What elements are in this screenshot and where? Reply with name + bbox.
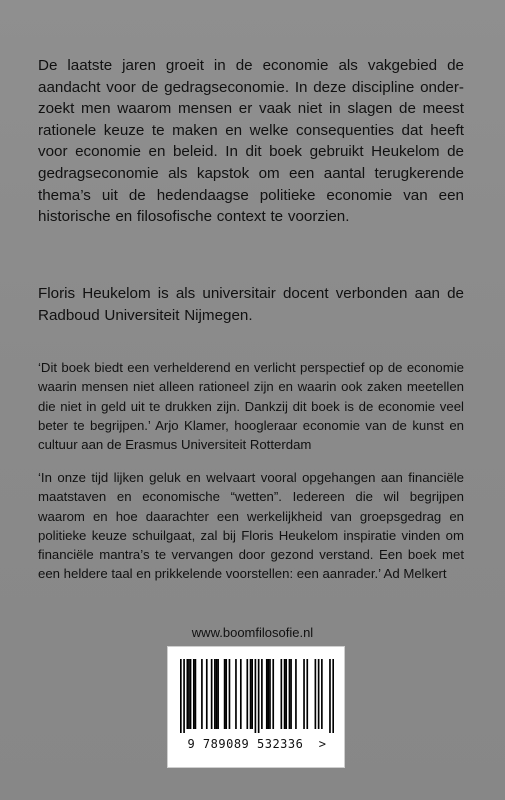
barcode-bar <box>268 659 270 729</box>
barcode-bar <box>180 659 182 733</box>
barcode-bar <box>289 659 291 729</box>
barcode-bar <box>255 659 257 733</box>
barcode-bar <box>246 659 248 729</box>
barcode-bar <box>306 659 308 729</box>
review-quote-klamer: ‘Dit boek biedt een verhelderend en verlicht perspectief op de economie waarin mensen niet alleen rationeel zijn en waarin ook zaken meetellen die niet in geld uit te drukken zijn. Dankzij dit boek is de economie veel beter te begrijpen.’ Arjo Klamer, hoogleraar economie van de kunst en cultuur aan de Erasmus Universiteit Rotterdam <box>38 360 464 453</box>
barcode-bar <box>321 659 323 729</box>
barcode-bar <box>240 659 242 729</box>
barcode-bar <box>190 659 192 729</box>
barcode-bar <box>235 659 237 729</box>
barcode-bar <box>250 659 252 729</box>
barcode-bar <box>188 659 190 729</box>
barcode-bar <box>332 659 334 733</box>
barcode-bar <box>211 659 213 729</box>
barcode-bar <box>214 659 216 729</box>
review-quote-melkert: ‘In onze tijd lijken geluk en welvaart vooral opgehangen aan financiële maatstaven en economische “wetten”. Iedereen die wil begrijpen waarom en hoe daarachter een werkelijkheid van groepsgedrag en politieke keuze schuilgaat, zal bij Floris Heukelom inspiratie vinden om financiële mantra’s te vervangen door gezond verstand. Een boek met een heldere taal en prikkelende voorstellen: een aanrader.’ Ad Melkert <box>38 470 464 582</box>
barcode-bar <box>318 659 320 729</box>
book-summary-paragraph: De laatste jaren groeit in de economie als vakgebied de aandacht voor de gedragseconomie. In deze discipline onder-zoekt men waarom mensen er vaak niet in slagen de meest rationele keuze te maken en welke consequenties dat heeft voor economie en beleid. In dit boek gebruikt Heukelom de gedragseconomie als kapstok om een aantal terugkerende thema’s uit de hedendaagse politieke economie van een historische en filosofische context te voorzien. <box>38 57 464 226</box>
barcode-bar <box>224 659 226 729</box>
barcode-bar <box>284 659 286 729</box>
barcode-bar <box>281 659 283 729</box>
isbn-barcode-label <box>167 646 345 768</box>
barcode-bar <box>193 659 195 729</box>
barcode-bar <box>295 659 297 729</box>
barcode-bar <box>258 659 260 733</box>
barcode-bar <box>206 659 208 729</box>
barcode-bar <box>266 659 268 729</box>
barcode-bar <box>229 659 231 729</box>
barcode-bar <box>216 659 218 729</box>
barcode-bar <box>251 659 253 729</box>
barcode-bar <box>269 659 271 729</box>
barcode-bar <box>303 659 305 729</box>
barcode-bar <box>315 659 317 729</box>
barcode-bar <box>272 659 274 729</box>
barcode-bar <box>329 659 331 733</box>
publisher-website: www.boomfilosofie.nl <box>191 625 314 640</box>
isbn-digits: 9 789089 532336 <box>187 737 304 751</box>
barcode-bar <box>183 659 185 733</box>
barcode-bar <box>186 659 188 729</box>
author-bio-paragraph: Floris Heukelom is als universitair docent verbonden aan de Radboud Universiteit Nijmegen. <box>38 285 464 324</box>
barcode-bar <box>225 659 227 729</box>
barcode-bar <box>195 659 197 729</box>
barcode-bars-graphic <box>180 659 334 733</box>
barcode-bar <box>285 659 287 729</box>
barcode-bar <box>261 659 263 729</box>
barcode-bar <box>290 659 292 729</box>
barcode-bar <box>217 659 219 729</box>
barcode-quiet-zone-marker: > <box>318 737 327 751</box>
isbn-number-text <box>168 737 346 751</box>
barcode-bar <box>201 659 203 729</box>
